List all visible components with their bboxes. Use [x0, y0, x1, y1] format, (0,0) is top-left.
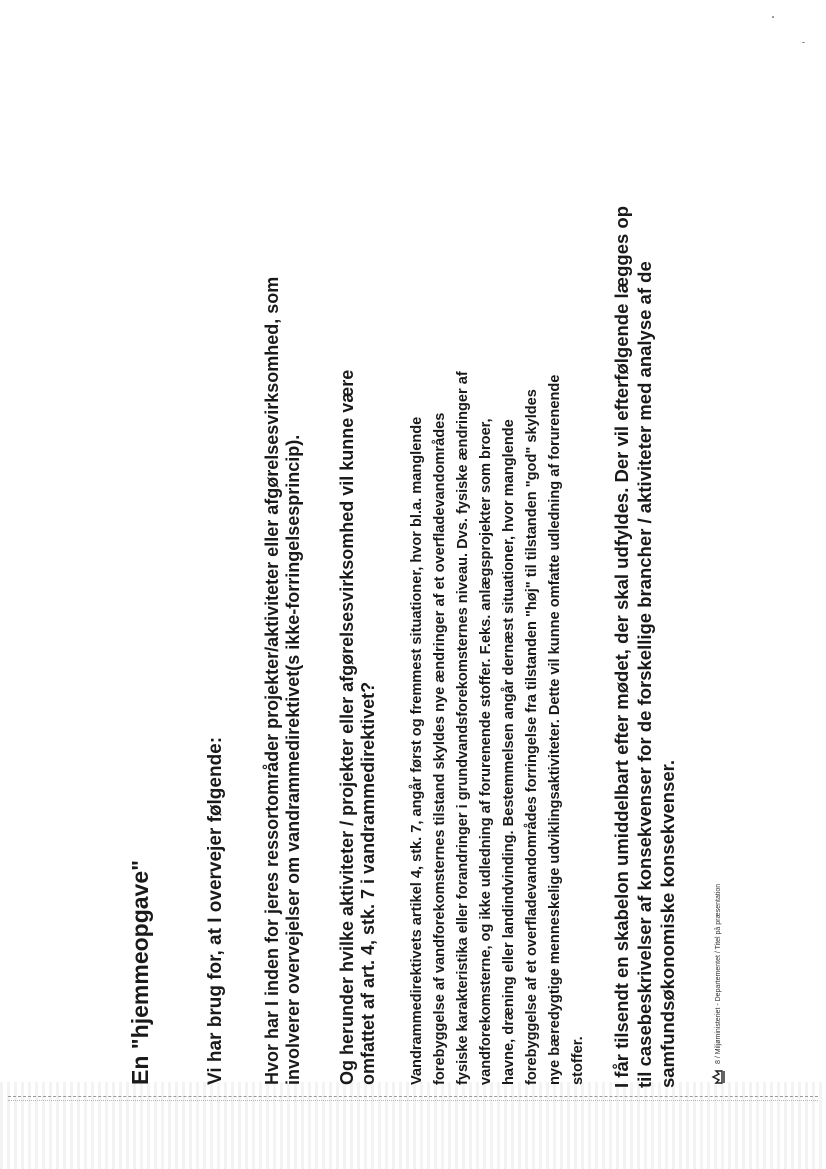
scan-line: [8, 1100, 818, 1101]
slide-title: En "hjemmeopgave": [127, 859, 153, 1085]
scan-speck: [802, 42, 805, 43]
question-2: Og herunder hvilke aktiviteter / projekter eller afgørelsesvirksomhed vil kunne være omfattet af art. 4, stk. 7 i vandrammedirektivet?: [337, 369, 378, 1085]
scan-speck: [772, 16, 774, 18]
question-1: Hvor har I inden for jeres ressortområder projekter/aktiviteter eller afgørelsesvirksomhed, som involverer overvejelser om vandrammedirektivet(s ikke-forringelsesprincip).: [262, 276, 303, 1085]
scan-line: [8, 1096, 818, 1097]
closing-paragraph: I får tilsendt en skabelon umiddelbart efter mødet, der skal udfyldes. Der vil efterfølgende lægges op til casebeskrivelser af konsekvenser for de forskellige brancher / aktiviteter med analyse af de samfundsøkonomiske konsekvenser.: [611, 205, 678, 1088]
lead-text: Vi har brug for, at I overvejer følgende:: [205, 736, 226, 1085]
footer-text: 8 / Miljøministeriet - Departementet / Titel på præsentation: [714, 883, 722, 1064]
crown-logo-icon: [710, 1069, 726, 1085]
explanation-paragraph: Vandrammedirektivets artikel 4, stk. 7, angår først og fremmest situationer, hvor bl.a. manglende forebyggelse af vandforekomsternes tilstand skyldes nye ændringer af et overfladevandområdes fysiske karakteristika eller forandringer i grundvandsforekomsternes niveau. Dvs. fysiske ændringer af vandforekomsterne, og ikke udledning af forurenende stoffer. F.eks. anlægsprojekter som broer, havne, dræning eller landindvinding. Bestemmelsen angår dernæst situationer, hvor manglende forebyggelse af et overfladevandområdes forringelse fra tilstanden "høj" til tilstanden "god" skyldes nye bæredygtige menneskelige udviklingsaktiviteter. Dette vil kunne omfatte udledning af forurenende stoffer.: [409, 371, 586, 1085]
slide-footer: [709, 884, 727, 1085]
slide-page: [110, 85, 730, 1088]
